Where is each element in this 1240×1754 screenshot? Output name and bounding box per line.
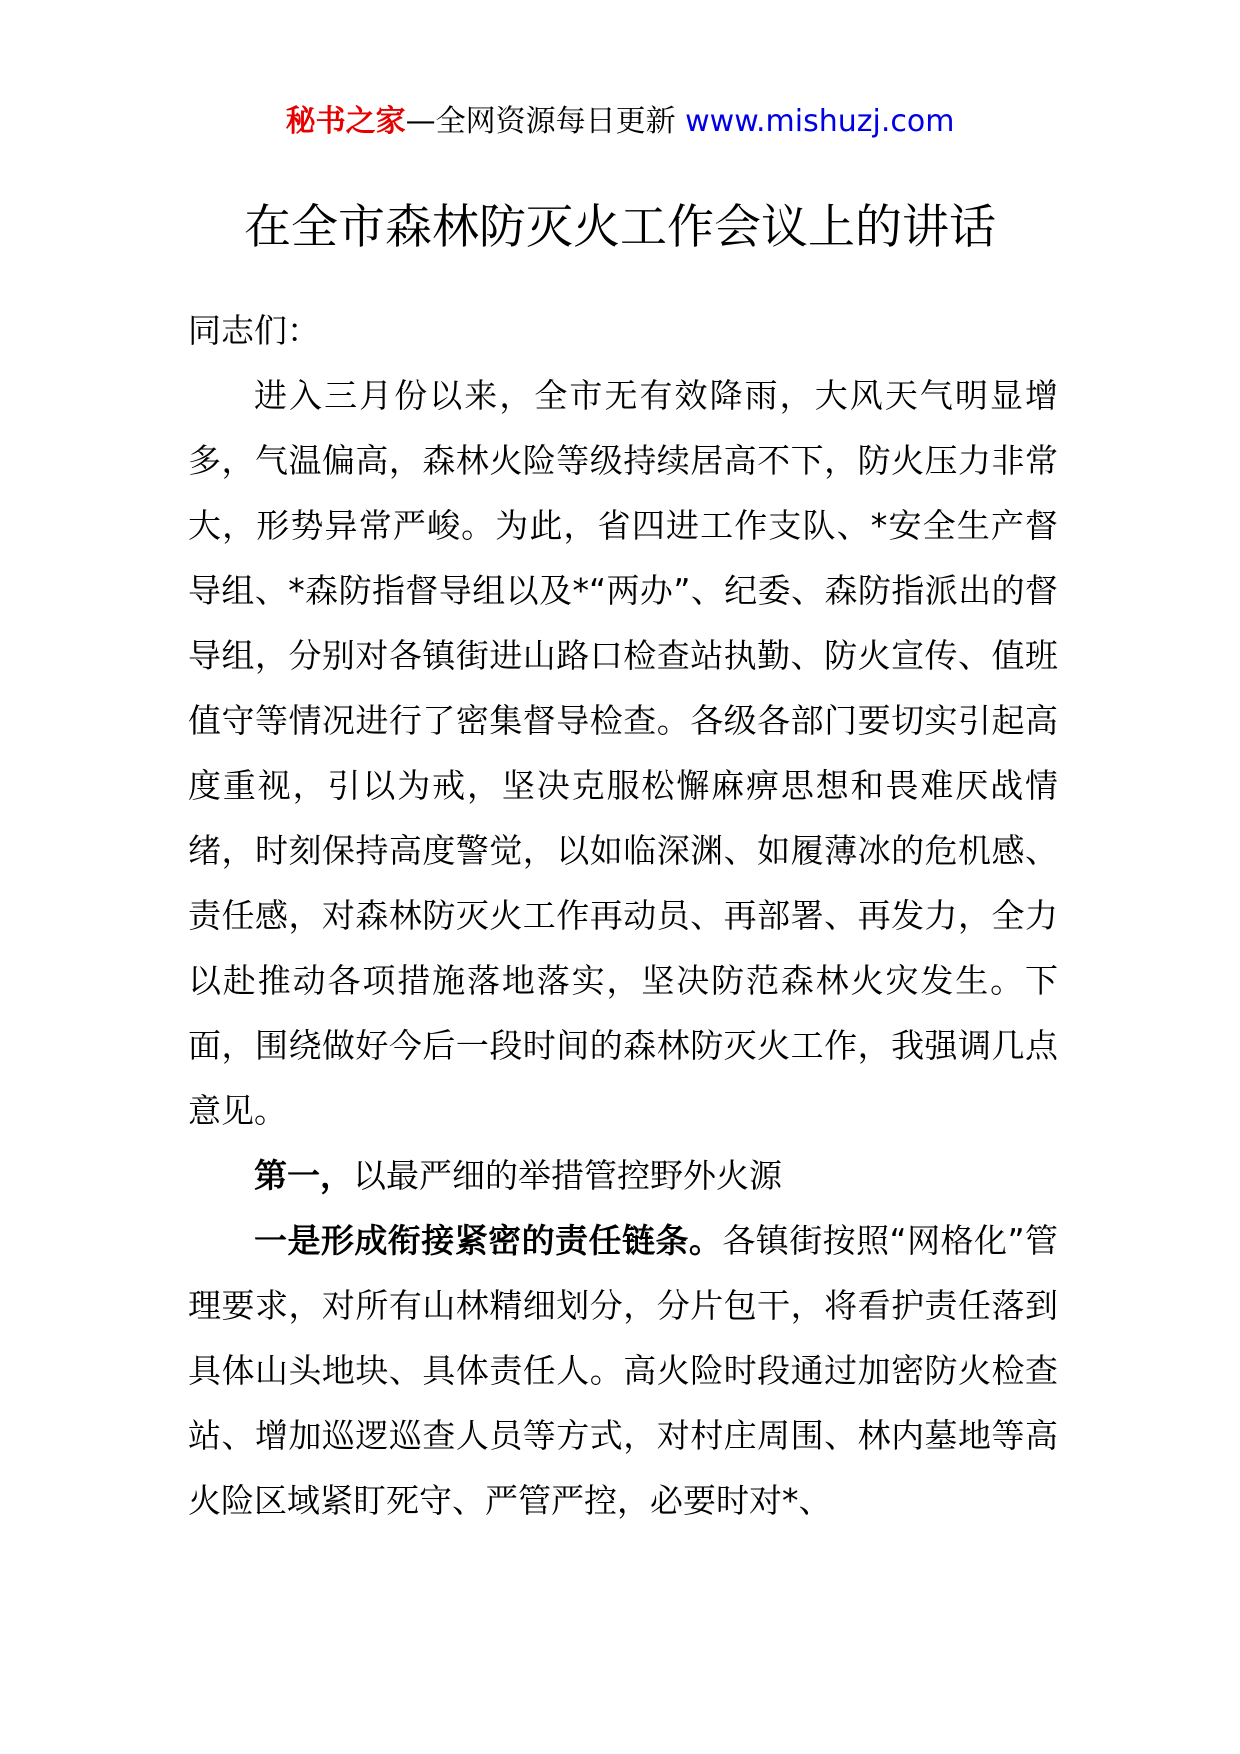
site-url: www.mishuzj.com [685,104,955,139]
point-paragraph [188,1208,1058,1533]
intro-paragraph: 进入三月份以来，全市无有效降雨，大风天气明显增多，气温偏高，森林火险等级持续居高不下，防火压力非常大，形势异常严峻。为此，省四进工作支队、*安全生产督导组、*森防指督导组以及*“两办”、纪委、森防指派出的督导组，分别对各镇街进山路口检查站执勤、防火宣传、值班值守等情况进行了密集督导检查。各级各部门要切实引起高度重视，引以为戒，坚决克服松懈麻痹思想和畏难厌战情绪，时刻保持高度警觉，以如临深渊、如履薄冰的危机感、责任感，对森林防灭火工作再动员、再部署、再发力，全力以赴推动各项措施落地落实，坚决防范森林火灾发生。下面，围绕做好今后一段时间的森林防灭火工作，我强调几点意见。 [188,376,1058,1130]
section-number: 第一， [254,1156,353,1195]
site-header [0,100,1240,144]
point-lead: 一是形成衔接紧密的责任链条。 [254,1221,723,1260]
document-title: 在全市森林防灭火工作会议上的讲话 [244,200,996,255]
section-heading-text: 以最严细的举措管控野外火源 [353,1156,782,1195]
document-body [188,298,1058,1533]
salutation: 同志们： [188,311,320,350]
site-brand: 秘书之家 [285,104,406,139]
site-tagline: —全网资源每日更新 [405,104,676,139]
point-text: 各镇街按照“网格化”管理要求，对所有山林精细划分，分片包干，将看护责任落到具体山头地块、具体责任人。高火险时段通过加密防火检查站、增加巡逻巡查人员等方式，对村庄周围、林内墓地等高火险区域紧盯死守、严管严控，必要时对*、 [188,1221,1059,1520]
section-heading [188,1143,1058,1208]
